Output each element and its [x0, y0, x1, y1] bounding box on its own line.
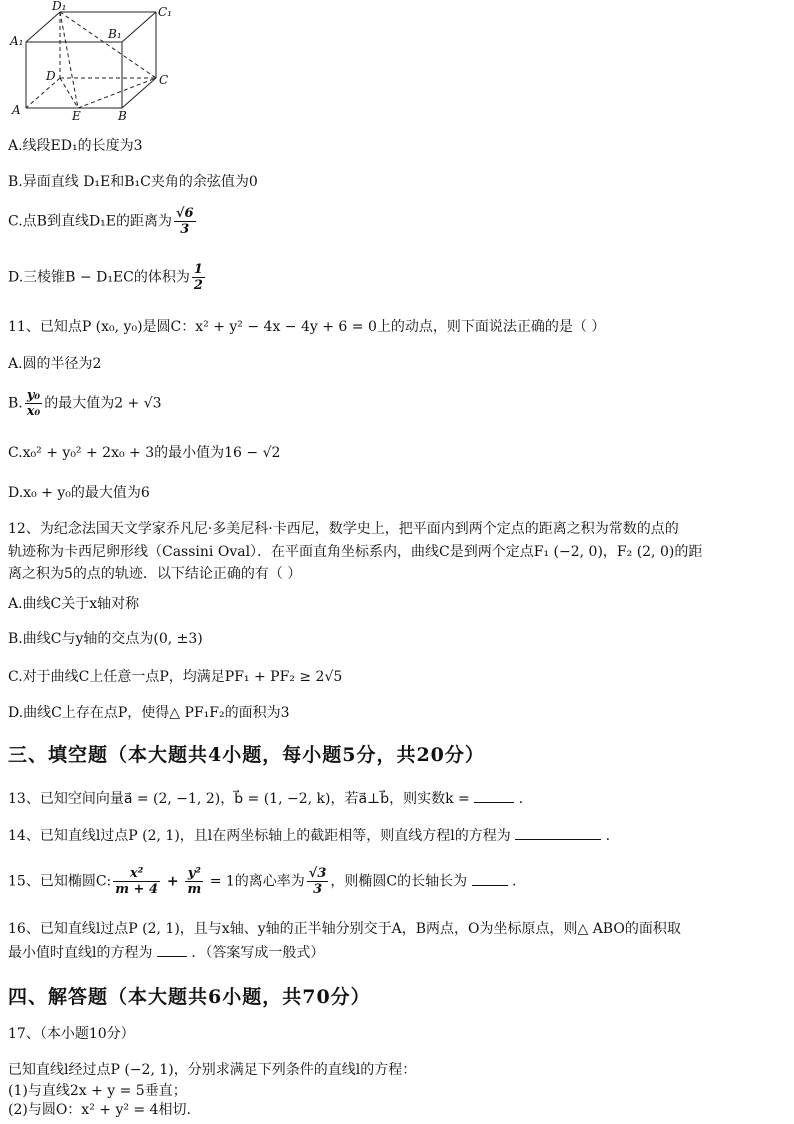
section-fill-in-heading: 三、填空题（本大题共4小题，每小题5分，共20分）	[8, 744, 485, 766]
q11-stem: 11、已知点P (x₀, y₀)是圆C：x² + y² − 4x − 4y + 6 = 0上的动点，则下面说法正确的是（ ）	[8, 319, 606, 335]
fraction: $\frac{\text{y²}}{m}$	[187, 866, 202, 897]
q10-option-c	[8, 206, 198, 237]
q10-option-a: A.线段ED₁的长度为3	[8, 138, 143, 154]
fraction: $\frac{√3}{3}$	[308, 866, 327, 897]
q12-option-c: C.对于曲线C上任意一点P，均满足PF₁ + PF₂ ≥ 2√5	[8, 669, 343, 685]
q10-option-d-text: D.三棱锥B − D₁EC的体积为	[8, 269, 190, 286]
label-b: B	[118, 109, 127, 122]
q11-option-a: A.圆的半径为2	[8, 356, 102, 372]
label-c: C	[159, 73, 169, 87]
q12-option-b: B.曲线C与y轴的交点为(0, ±3)	[8, 631, 203, 647]
fraction: $\frac{√6}{3}$	[176, 206, 194, 237]
q10-option-b: B.异面直线 D₁E和B₁C夹角的余弦值为0	[8, 174, 258, 190]
label-a1: A₁	[10, 34, 24, 48]
q16-line2: 最小值时直线l的方程为 ．（答案写成一般式）	[8, 942, 324, 962]
q15: 15、已知椭圆C: $\frac{\text{x²}}{m + 4}$ + $\frac{\text{y²}}{m}$ = 1的离心率为 $\frac{√3}{3}$ ，则椭圆C的长轴长为 .	[8, 866, 517, 897]
q17-stem: 已知直线l经过点P (−2, 1)，分别求满足下列条件的直线l的方程：	[8, 1062, 417, 1078]
answer-blank[interactable]	[474, 788, 514, 803]
cuboid-figure	[8, 0, 188, 122]
label-b1: B₁	[108, 27, 122, 41]
fraction: $\frac{\text{x²}}{m + 4}$	[115, 866, 158, 897]
q17-part1: (1)与直线2x + y = 5垂直；	[8, 1083, 187, 1099]
q14: 14、已知直线l过点P (2, 1)，且l在两坐标轴上的截距相等，则直线方程l的方程为 .	[8, 825, 610, 845]
label-d: D	[46, 69, 56, 83]
answer-blank[interactable]	[515, 825, 601, 840]
q12-option-d: D.曲线C上存在点P，使得△ PF₁F₂的面积为3	[8, 705, 290, 721]
fraction: $\frac{\text{y₀}}{\text{x₀}}$	[26, 388, 41, 419]
q12-stem-line2: 轨迹称为卡西尼卵形线（Cassini Oval）．在平面直角坐标系内，曲线C是到两个定点F₁ (−2, 0)，F₂ (2, 0)的距	[8, 544, 703, 560]
answer-blank[interactable]	[157, 942, 187, 957]
section-answer-heading: 四、解答题（本大题共6小题，共70分）	[8, 986, 371, 1008]
q11-option-d: D.x₀ + y₀的最大值为6	[8, 485, 150, 501]
q17-part2: (2)与圆O：x² + y² = 4相切.	[8, 1102, 191, 1118]
fraction: $\frac{1}{2}$	[193, 262, 203, 293]
label-a: A	[12, 103, 21, 117]
q12-option-a: A.曲线C关于x轴对称	[8, 596, 140, 612]
label-e: E	[72, 109, 81, 122]
label-c1: C₁	[158, 5, 172, 19]
q10-option-c-text: C.点B到直线D₁E的距离为	[8, 213, 173, 230]
q16-line1: 16、已知直线l过点P (2, 1)，且与x轴、y轴的正半轴分别交于A，B两点，O为坐标原点，则△ ABO的面积取	[8, 921, 681, 937]
label-d1: D₁	[52, 0, 67, 13]
q17-head: 17、（本小题10分）	[8, 1026, 135, 1042]
q13: 13、已知空间向量a⃗ = (2, −1, 2)，b⃗ = (1, −2, k)，若a⃗⊥b⃗，则实数k = .	[8, 788, 523, 808]
q11-option-c: C.x₀² + y₀² + 2x₀ + 3的最小值为16 − √2	[8, 445, 281, 461]
q12-stem-line3: 离之积为5的点的轨迹．以下结论正确的有（ ）	[8, 566, 302, 582]
answer-blank[interactable]	[472, 871, 508, 886]
q12-stem-line1: 12、为纪念法国天文学家乔凡尼·多美尼科·卡西尼，数学史上，把平面内到两个定点的距离之积为常数的点的	[8, 521, 679, 537]
q11-option-b: B. $\frac{\text{y₀}}{\text{x₀}}$ 的最大值为2 + √3	[8, 388, 162, 419]
q10-option-d	[8, 262, 207, 293]
